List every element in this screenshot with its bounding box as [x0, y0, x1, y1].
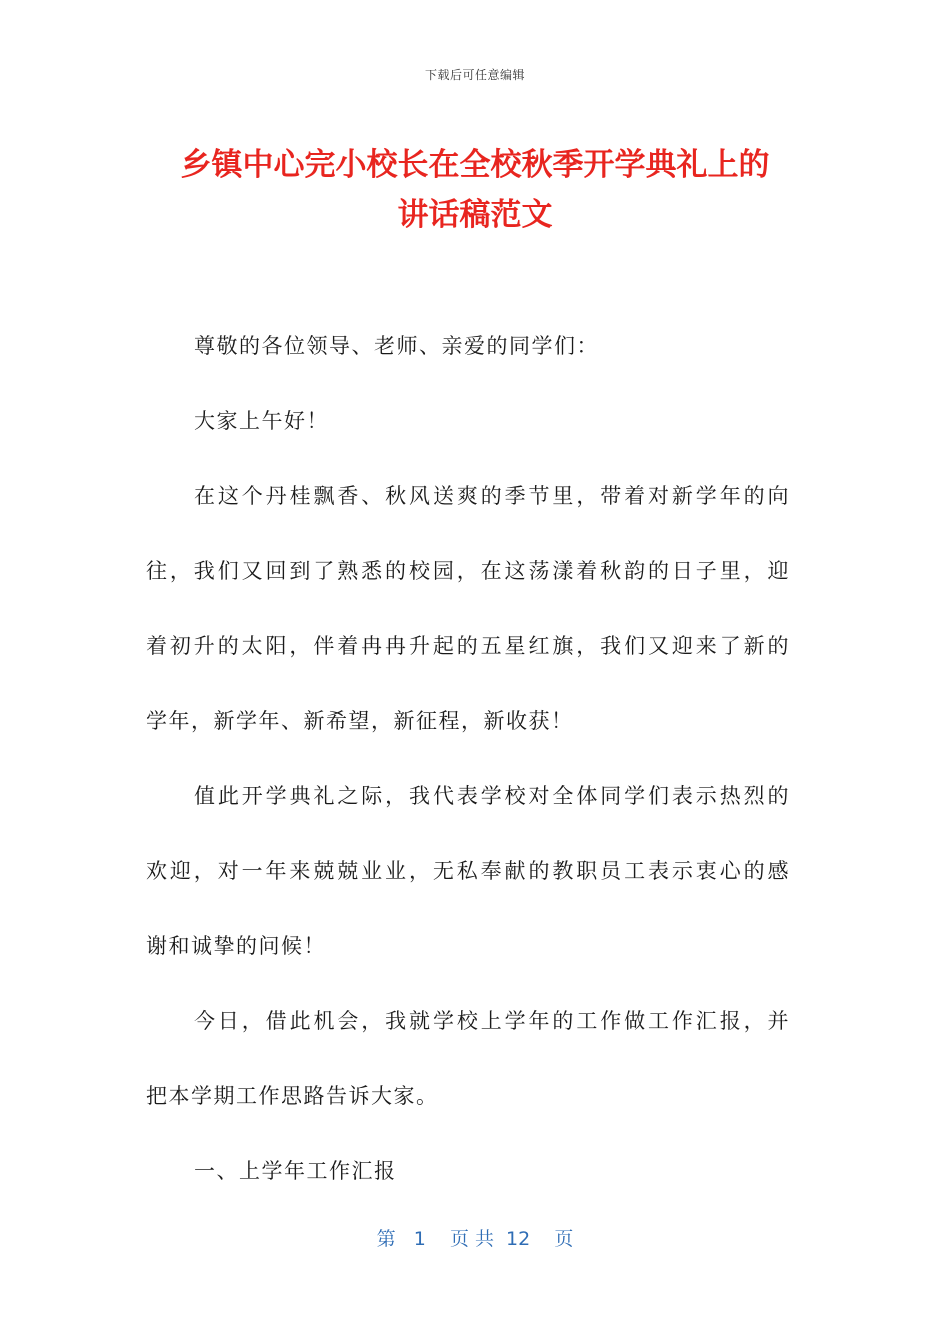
greeting: 大家上午好！ — [194, 409, 329, 433]
section-heading: 一、上学年工作汇报 — [194, 1159, 397, 1183]
header-note: 下载后可任意编辑 — [424, 68, 525, 82]
paragraph-line: 欢迎，对一年来兢兢业业，无私奉献的教职员工表示衷心的感 — [146, 859, 790, 883]
paragraph-line: 谢和诚挚的问候！ — [146, 934, 326, 958]
page-number-footer: 第 1 页 共 12 页 — [376, 1228, 574, 1250]
paragraph-line: 把本学期工作思路告诉大家。 — [146, 1084, 439, 1108]
paragraph-line: 学年，新学年、新希望，新征程，新收获！ — [146, 709, 574, 733]
document-body — [146, 326, 790, 1226]
salutation: 尊敬的各位领导、老师、亲爱的同学们： — [194, 334, 599, 358]
paragraph-line: 在这个丹桂飘香、秋风送爽的季节里，带着对新学年的向 — [194, 484, 790, 508]
paragraph-line: 着初升的太阳，伴着冉冉升起的五星红旗，我们又迎来了新的 — [146, 634, 790, 658]
paragraph-line: 往，我们又回到了熟悉的校园，在这荡漾着秋韵的日子里，迎 — [146, 559, 790, 583]
title-line-2: 讲话稿范文 — [397, 197, 553, 233]
title-line-1: 乡镇中心完小校长在全校秋季开学典礼上的 — [180, 147, 770, 183]
paragraph-line: 值此开学典礼之际，我代表学校对全体同学们表示热烈的 — [194, 784, 790, 808]
document-title — [100, 140, 850, 240]
paragraph-line: 今日，借此机会，我就学校上学年的工作做工作汇报，并 — [194, 1009, 790, 1033]
